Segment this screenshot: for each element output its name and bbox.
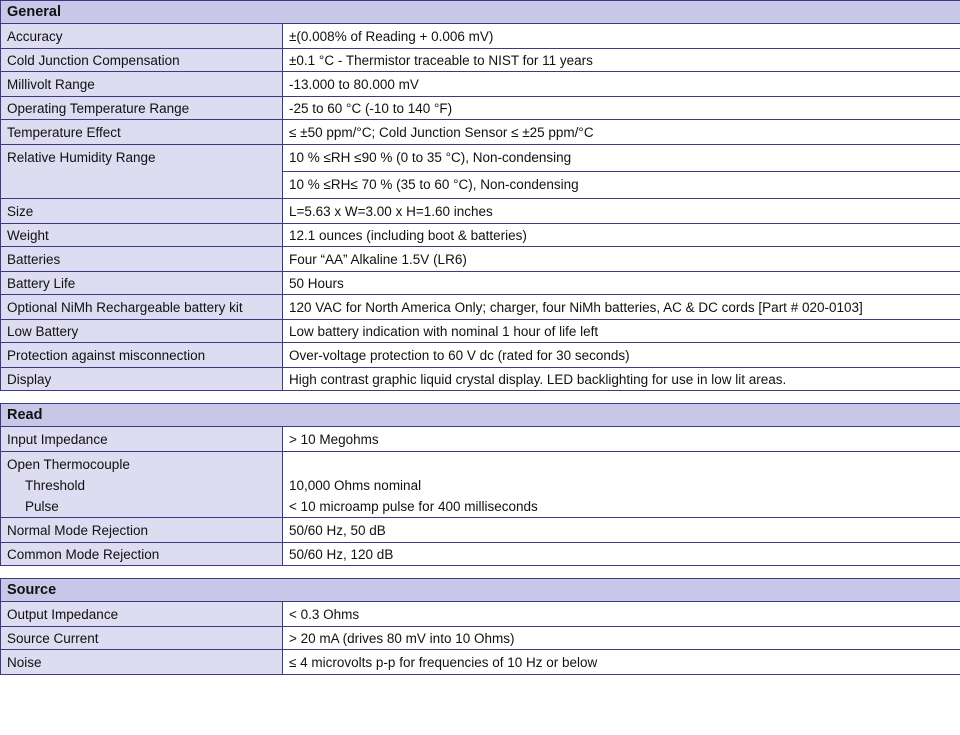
spec-label: Source Current xyxy=(1,627,283,650)
spec-label: Accuracy xyxy=(1,24,283,49)
section-spacer xyxy=(0,566,960,578)
table-row xyxy=(1,247,960,272)
spec-value: ≤ 4 microvolts p-p for frequencies of 10 Hz or below xyxy=(283,650,960,675)
table-row xyxy=(1,452,960,518)
table-row xyxy=(1,427,960,452)
table-row xyxy=(1,120,960,145)
spec-label: Weight xyxy=(1,224,283,247)
humidity-line-2: 10 % ≤RH≤ 70 % (35 to 60 °C), Non-condensing xyxy=(289,177,579,192)
spec-value: Four “AA” Alkaline 1.5V (LR6) xyxy=(283,247,960,272)
spec-value: 120 VAC for North America Only; charger, four NiMh batteries, AC & DC cords [Part # 020-0103] xyxy=(283,295,960,320)
spec-label: Open Thermocouple Threshold Pulse xyxy=(1,452,283,518)
spec-value: ±0.1 °C - Thermistor traceable to NIST for 11 years xyxy=(283,49,960,72)
table-row xyxy=(1,97,960,120)
table-row xyxy=(1,145,960,199)
table-row xyxy=(1,272,960,295)
spec-value: 50/60 Hz, 50 dB xyxy=(283,518,960,543)
table-row xyxy=(1,602,960,627)
spec-value: L=5.63 x W=3.00 x H=1.60 inches xyxy=(283,199,960,224)
spec-label: Low Battery xyxy=(1,320,283,343)
spec-label: Millivolt Range xyxy=(1,72,283,97)
spec-label: Display xyxy=(1,368,283,391)
general-section-header: General xyxy=(1,1,960,24)
spec-label: Cold Junction Compensation xyxy=(1,49,283,72)
table-row xyxy=(1,368,960,391)
table-row xyxy=(1,343,960,368)
spec-label: Relative Humidity Range xyxy=(1,145,283,199)
table-row xyxy=(1,543,960,566)
spec-label: Output Impedance xyxy=(1,602,283,627)
table-row xyxy=(1,518,960,543)
section-spacer xyxy=(0,391,960,403)
humidity-line-1: 10 % ≤RH ≤90 % (0 to 35 °C), Non-condensing xyxy=(283,145,960,172)
spec-label: Input Impedance xyxy=(1,427,283,452)
table-row xyxy=(1,320,960,343)
table-row xyxy=(1,627,960,650)
spec-value: < 0.3 Ohms xyxy=(283,602,960,627)
spec-label: Noise xyxy=(1,650,283,675)
spec-label: Protection against misconnection xyxy=(1,343,283,368)
spec-value: 10,000 Ohms nominal < 10 microamp pulse for 400 milliseconds xyxy=(283,452,960,518)
spec-value: -25 to 60 °C (-10 to 140 °F) xyxy=(283,97,960,120)
table-row xyxy=(1,24,960,49)
table-row xyxy=(1,650,960,675)
table-row xyxy=(1,199,960,224)
spec-value: ≤ ±50 ppm/°C; Cold Junction Sensor ≤ ±25 ppm/°C xyxy=(283,120,960,145)
spec-value: Over-voltage protection to 60 V dc (rated for 30 seconds) xyxy=(283,343,960,368)
source-spec-table xyxy=(0,578,960,675)
spec-value: High contrast graphic liquid crystal display. LED backlighting for use in low lit areas. xyxy=(283,368,960,391)
table-row xyxy=(1,224,960,247)
spec-value: Low battery indication with nominal 1 hour of life left xyxy=(283,320,960,343)
read-spec-table xyxy=(0,403,960,566)
spec-value xyxy=(283,145,960,199)
spec-label: Batteries xyxy=(1,247,283,272)
spec-value: > 20 mA (drives 80 mV into 10 Ohms) xyxy=(283,627,960,650)
spec-label: Normal Mode Rejection xyxy=(1,518,283,543)
spec-value: > 10 Megohms xyxy=(283,427,960,452)
spec-value: 50/60 Hz, 120 dB xyxy=(283,543,960,566)
spec-value: -13.000 to 80.000 mV xyxy=(283,72,960,97)
table-row xyxy=(1,72,960,97)
spec-label: Temperature Effect xyxy=(1,120,283,145)
source-section-header: Source xyxy=(1,579,960,602)
spec-value: 12.1 ounces (including boot & batteries) xyxy=(283,224,960,247)
read-section-header: Read xyxy=(1,404,960,427)
spec-label: Optional NiMh Rechargeable battery kit xyxy=(1,295,283,320)
spec-value: ±(0.008% of Reading + 0.006 mV) xyxy=(283,24,960,49)
spec-label: Battery Life xyxy=(1,272,283,295)
table-row xyxy=(1,295,960,320)
spec-label: Size xyxy=(1,199,283,224)
table-row xyxy=(1,49,960,72)
spec-label: Common Mode Rejection xyxy=(1,543,283,566)
spec-label: Operating Temperature Range xyxy=(1,97,283,120)
spec-value: 50 Hours xyxy=(283,272,960,295)
